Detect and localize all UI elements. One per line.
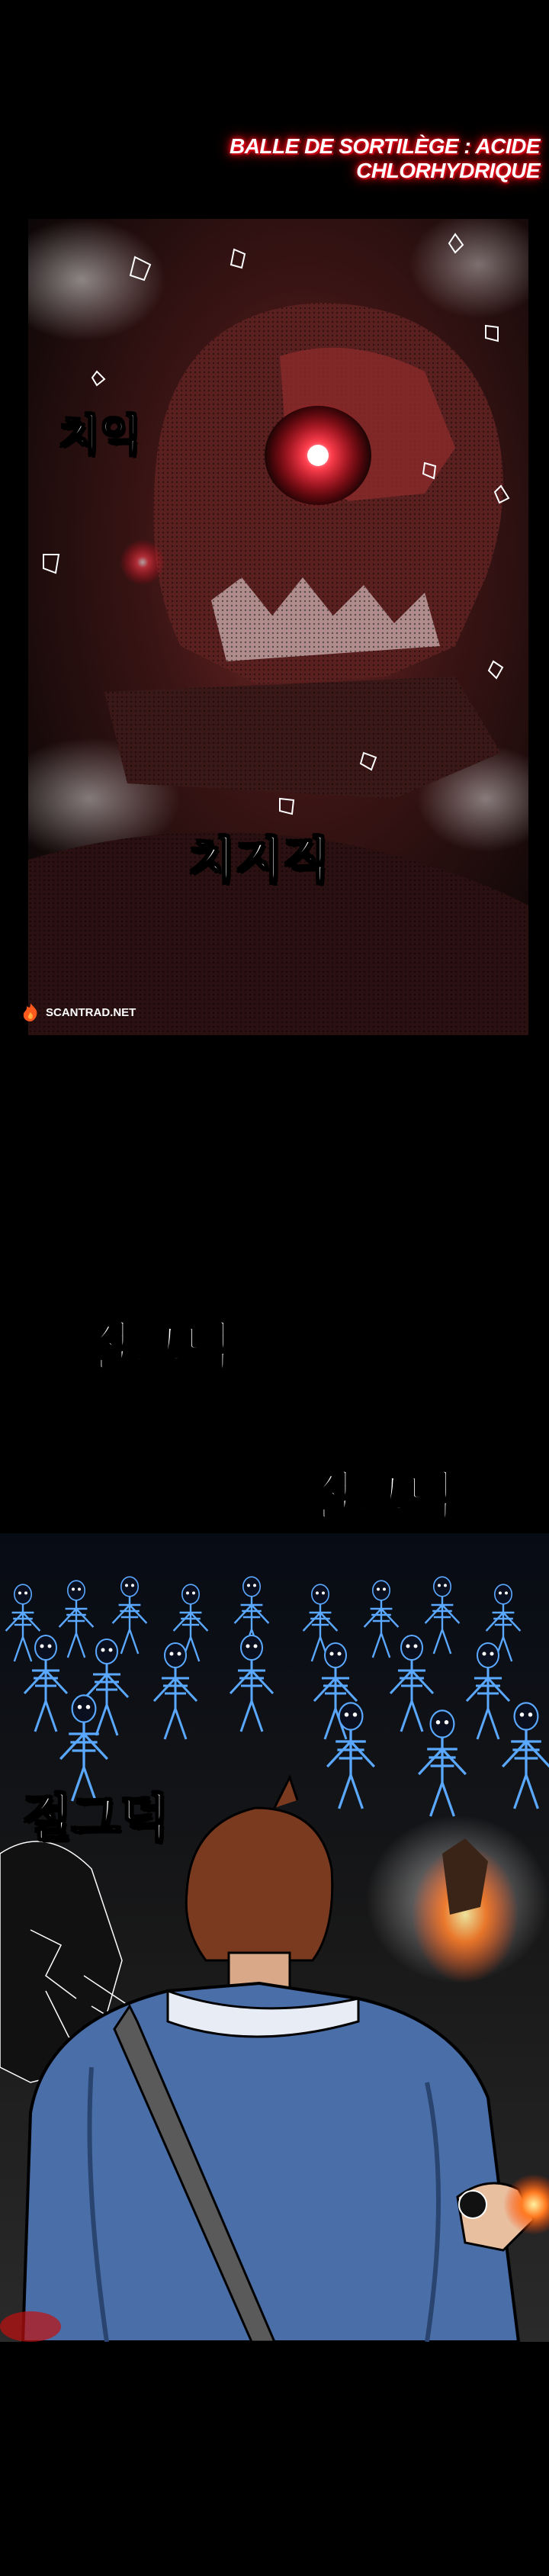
skull-panel [28,219,528,1035]
skull-illustration [28,219,528,1035]
spell-caption: BALLE DE SORTILÈGE : ACIDE CHLORHYDRIQUE [229,134,540,182]
horde-panel [0,1533,549,2342]
horde-illustration [0,1533,549,2342]
sfx-clatter-2: 절그덕 [305,1467,456,1527]
sfx-sizzle: 치지직 [188,833,330,889]
sfx-clatter-1: 절그덕 [82,1317,233,1378]
scantrad-credit [20,1002,136,1023]
flame-logo-icon [20,1002,41,1023]
sfx-clatter-3: 절그덕 [23,1789,169,1848]
burning-skeleton [366,1815,549,1983]
sfx-hiss: 치익 [59,411,142,461]
credit-text: SCANTRAD.NET [46,1005,136,1019]
